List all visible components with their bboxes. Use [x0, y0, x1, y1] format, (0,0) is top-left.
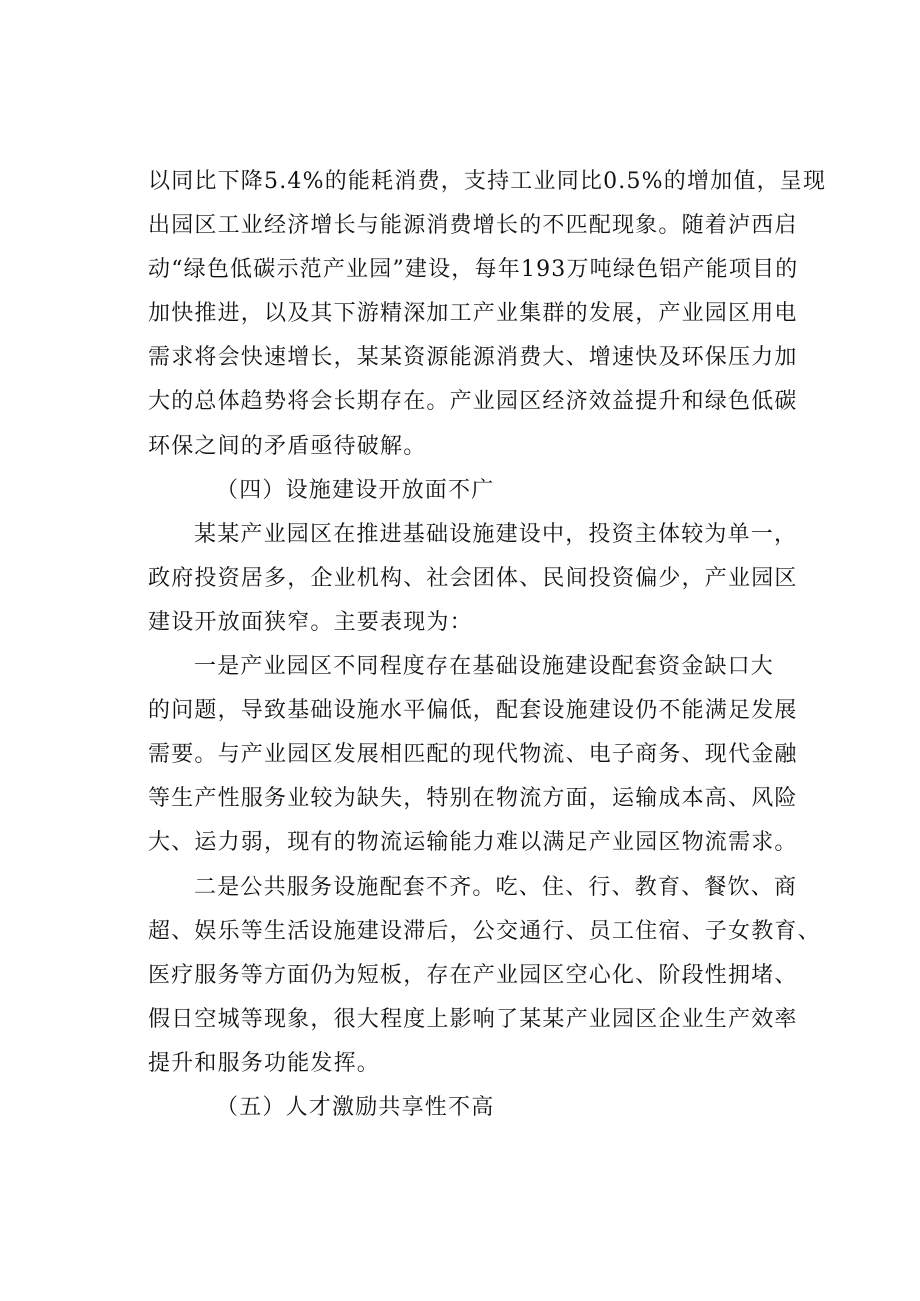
text-line: 需求将会快速增长，某某资源能源消费大、增速快及环保压力加: [148, 345, 798, 371]
text-line: 以同比下降5.4%的能耗消费，支持工业同比0.5%的增加值，呈现: [148, 169, 827, 194]
text-line: 需要。与产业园区发展相匹配的现代物流、电子商务、现代金融: [148, 742, 798, 768]
text-line: 环保之间的矛盾亟待破解。: [148, 433, 427, 459]
body-text: [148, 160, 827, 1130]
paragraph-start: 二是公共服务设施配套不齐。吃、住、行、教育、餐饮、商: [194, 874, 798, 900]
text-line: 等生产性服务业较为缺失，特别在物流方面，运输成本高、风险: [148, 786, 798, 812]
paragraph-start: 某某产业园区在推进基础设施建设中，投资主体较为单一，: [194, 521, 798, 547]
text-line: 政府投资居多，企业机构、社会团体、民间投资偏少，产业园区: [148, 565, 798, 591]
text-line: 大的总体趋势将会长期存在。产业园区经济效益提升和绿色低碳: [148, 389, 798, 415]
text-line: 假日空城等现象，很大程度上影响了某某产业园区企业生产效率: [148, 1006, 798, 1032]
section-heading: （四）设施建设开放面不广: [216, 477, 495, 503]
text-line: 超、娱乐等生活设施建设滞后，公交通行、员工住宿、子女教育、: [148, 918, 821, 944]
text-line: 医疗服务等方面仍为短板，存在产业园区空心化、阶段性拥堵、: [148, 962, 798, 988]
text-line: 的问题，导致基础设施水平偏低，配套设施建设仍不能满足发展: [148, 698, 798, 724]
text-line: 动“绿色低碳示范产业园”建设，每年193万吨绿色铝产能项目的: [148, 257, 799, 283]
text-line: 加快推进，以及其下游精深加工产业集群的发展，产业园区用电: [148, 301, 798, 327]
text-line: 建设开放面狭窄。主要表现为：: [148, 609, 473, 635]
text-line: 出园区工业经济增长与能源消费增长的不匹配现象。随着泸西启: [148, 213, 798, 239]
text-line: 提升和服务功能发挥。: [148, 1050, 381, 1076]
text-line: 大、运力弱，现有的物流运输能力难以满足产业园区物流需求。: [148, 830, 798, 856]
paragraph-start: 一是产业园区不同程度存在基础设施建设配套资金缺口大: [194, 654, 775, 680]
section-heading: （五）人才激励共享性不高: [216, 1094, 495, 1120]
